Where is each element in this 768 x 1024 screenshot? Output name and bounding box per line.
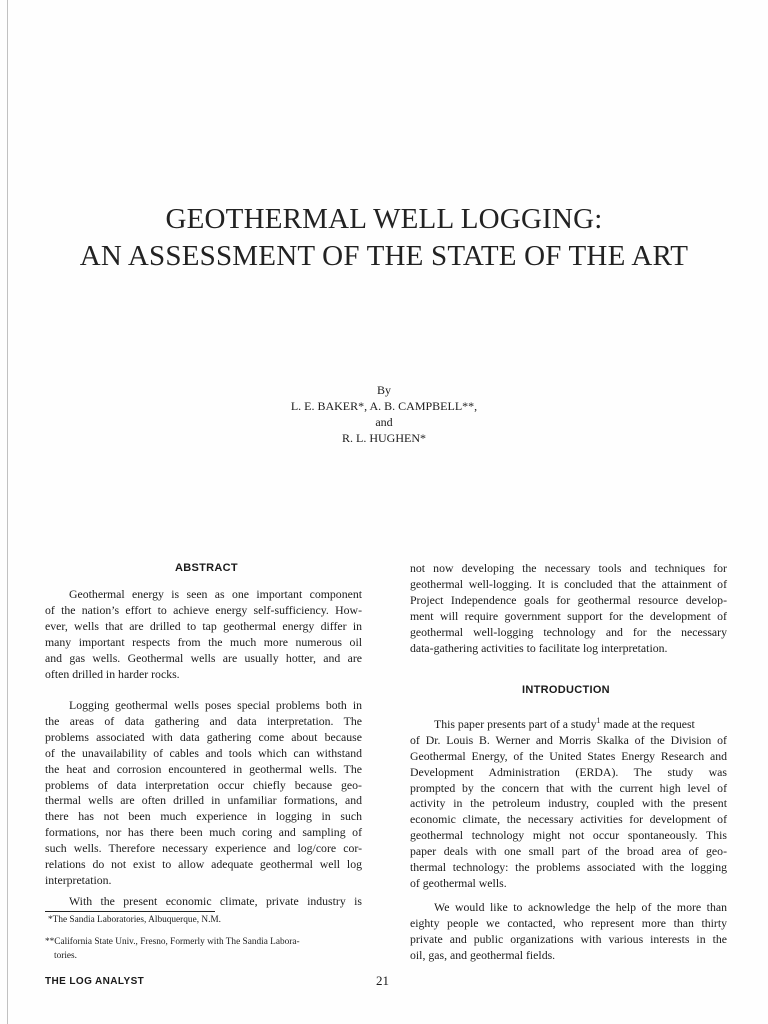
- footnote-2: [45, 935, 300, 963]
- text-line: geothermal well-logging technology and for the necessary: [410, 624, 727, 639]
- text-line: With the present economic climate, private industry is: [69, 894, 362, 908]
- text-line: interpretation.: [45, 872, 112, 887]
- text-line: oil, gas, and geothermal fields.: [410, 947, 556, 962]
- text-line: and gas wells. Geothermal wells are usually hotter, and are: [45, 650, 362, 665]
- text-line: relations do not exist to allow adequate geothermal well log: [45, 857, 362, 872]
- page-number: 21: [376, 973, 389, 988]
- text-line: prompted by the concern that with the current high level of: [410, 780, 727, 795]
- introduction-paragraph-1: [410, 713, 727, 892]
- journal-name: THE LOG ANALYST: [45, 976, 145, 987]
- text-line: geothermal well-logging. It is concluded that the attainment of: [410, 576, 727, 591]
- byline-by: By: [376, 383, 391, 397]
- text-line: Project Independence goals for geothermal resource develop-: [410, 592, 727, 607]
- text-line: economic climate, the necessary activities for development of: [410, 812, 727, 827]
- introduction-paragraph-2: [410, 900, 727, 964]
- text-line: the heat and corrosion encountered in geothermal wells. The: [45, 761, 362, 776]
- text-line: of geothermal wells.: [410, 875, 507, 890]
- text-line: of Dr. Louis B. Werner and Morris Skalka of the Division of: [410, 732, 727, 747]
- paper-title-line-1: GEOTHERMAL WELL LOGGING:: [165, 203, 603, 235]
- text-line: of the unavailability of cables and tools which can withstand: [45, 745, 362, 760]
- footnote-2-line-1: **California State Univ., Fresno, Formerly with The Sandia Labora-: [45, 937, 300, 947]
- byline-authors-2: R. L. HUGHEN*: [342, 431, 426, 445]
- abstract-paragraph-3: [45, 894, 362, 910]
- text-fragment: made at the request: [600, 716, 695, 731]
- text-line: of the nation’s effort to achieve energy self-sufficiency. How-: [45, 602, 362, 617]
- text-line: Geothermal energy is seen as one important component: [69, 587, 362, 601]
- text-line: We would like to acknowledge the help of the more than: [434, 900, 727, 914]
- text-fragment: This paper presents part of a study: [434, 716, 597, 731]
- text-line: many important respects from the much more numerous oil: [45, 634, 362, 649]
- text-line: data-gathering activities to facilitate log interpretation.: [410, 640, 668, 655]
- text-line: Development Administration (ERDA). The study was: [410, 764, 727, 779]
- text-line: private and public organizations with various interests in the: [410, 931, 727, 946]
- abstract-heading: ABSTRACT: [175, 562, 238, 574]
- text-line: there has not been much experience in logging in such: [45, 809, 362, 824]
- byline-authors-1: L. E. BAKER*, A. B. CAMPBELL**,: [290, 399, 478, 413]
- text-line: the areas of data gathering and data interpretation. The: [45, 713, 362, 728]
- text-line: Logging geothermal wells poses special problems both in: [69, 698, 362, 712]
- text-line: problems of data interpretation occur chiefly because geo-: [45, 777, 362, 792]
- footnote-2-line-2: tories.: [54, 951, 77, 961]
- introduction-heading: INTRODUCTION: [522, 684, 610, 696]
- text-line: thermal wells are often drilled in unfamiliar formations, and: [45, 793, 362, 808]
- text-line: ever, wells that are drilled to tap geothermal energy differ in: [45, 618, 362, 633]
- abstract-continued: [410, 561, 727, 656]
- text-line: such wells. Therefore necessary experience and log/core cor-: [45, 841, 362, 856]
- text-line: paper deals with one small part of the broad area of geo-: [410, 844, 727, 859]
- abstract-paragraph-2: [45, 698, 362, 889]
- text-line: not now developing the necessary tools and techniques for: [410, 561, 727, 575]
- page-edge: [7, 0, 8, 1024]
- abstract-paragraph-1: [45, 587, 362, 682]
- footnote-rule: [45, 911, 215, 912]
- text-line: ment will require government support for the development of: [410, 608, 727, 623]
- citation-superscript: 1: [596, 716, 601, 725]
- text-line: thermal technology: the problems associated with the logging: [410, 860, 727, 875]
- text-line: often drilled in harder rocks.: [45, 666, 180, 681]
- text-line: Geothermal Energy, of the United States Energy Research and: [410, 748, 727, 763]
- text-line: problems associated with data gathering come about because: [45, 729, 362, 744]
- text-line: activity in the petroleum industry, coupled with the present: [410, 796, 727, 811]
- paper-title-line-2: AN ASSESSMENT OF THE STATE OF THE ART: [79, 240, 689, 272]
- footnote-1: *The Sandia Laboratories, Albuquerque, N.M.: [48, 915, 221, 925]
- text-line: [410, 713, 727, 733]
- text-line: geothermal technology might not occur spontaneously. This: [410, 828, 727, 843]
- text-line: formations, nor has there been much coring and sampling of: [45, 825, 362, 840]
- text-line: eighty people we contacted, who represent more than thirty: [410, 915, 727, 930]
- byline-and: and: [375, 415, 393, 429]
